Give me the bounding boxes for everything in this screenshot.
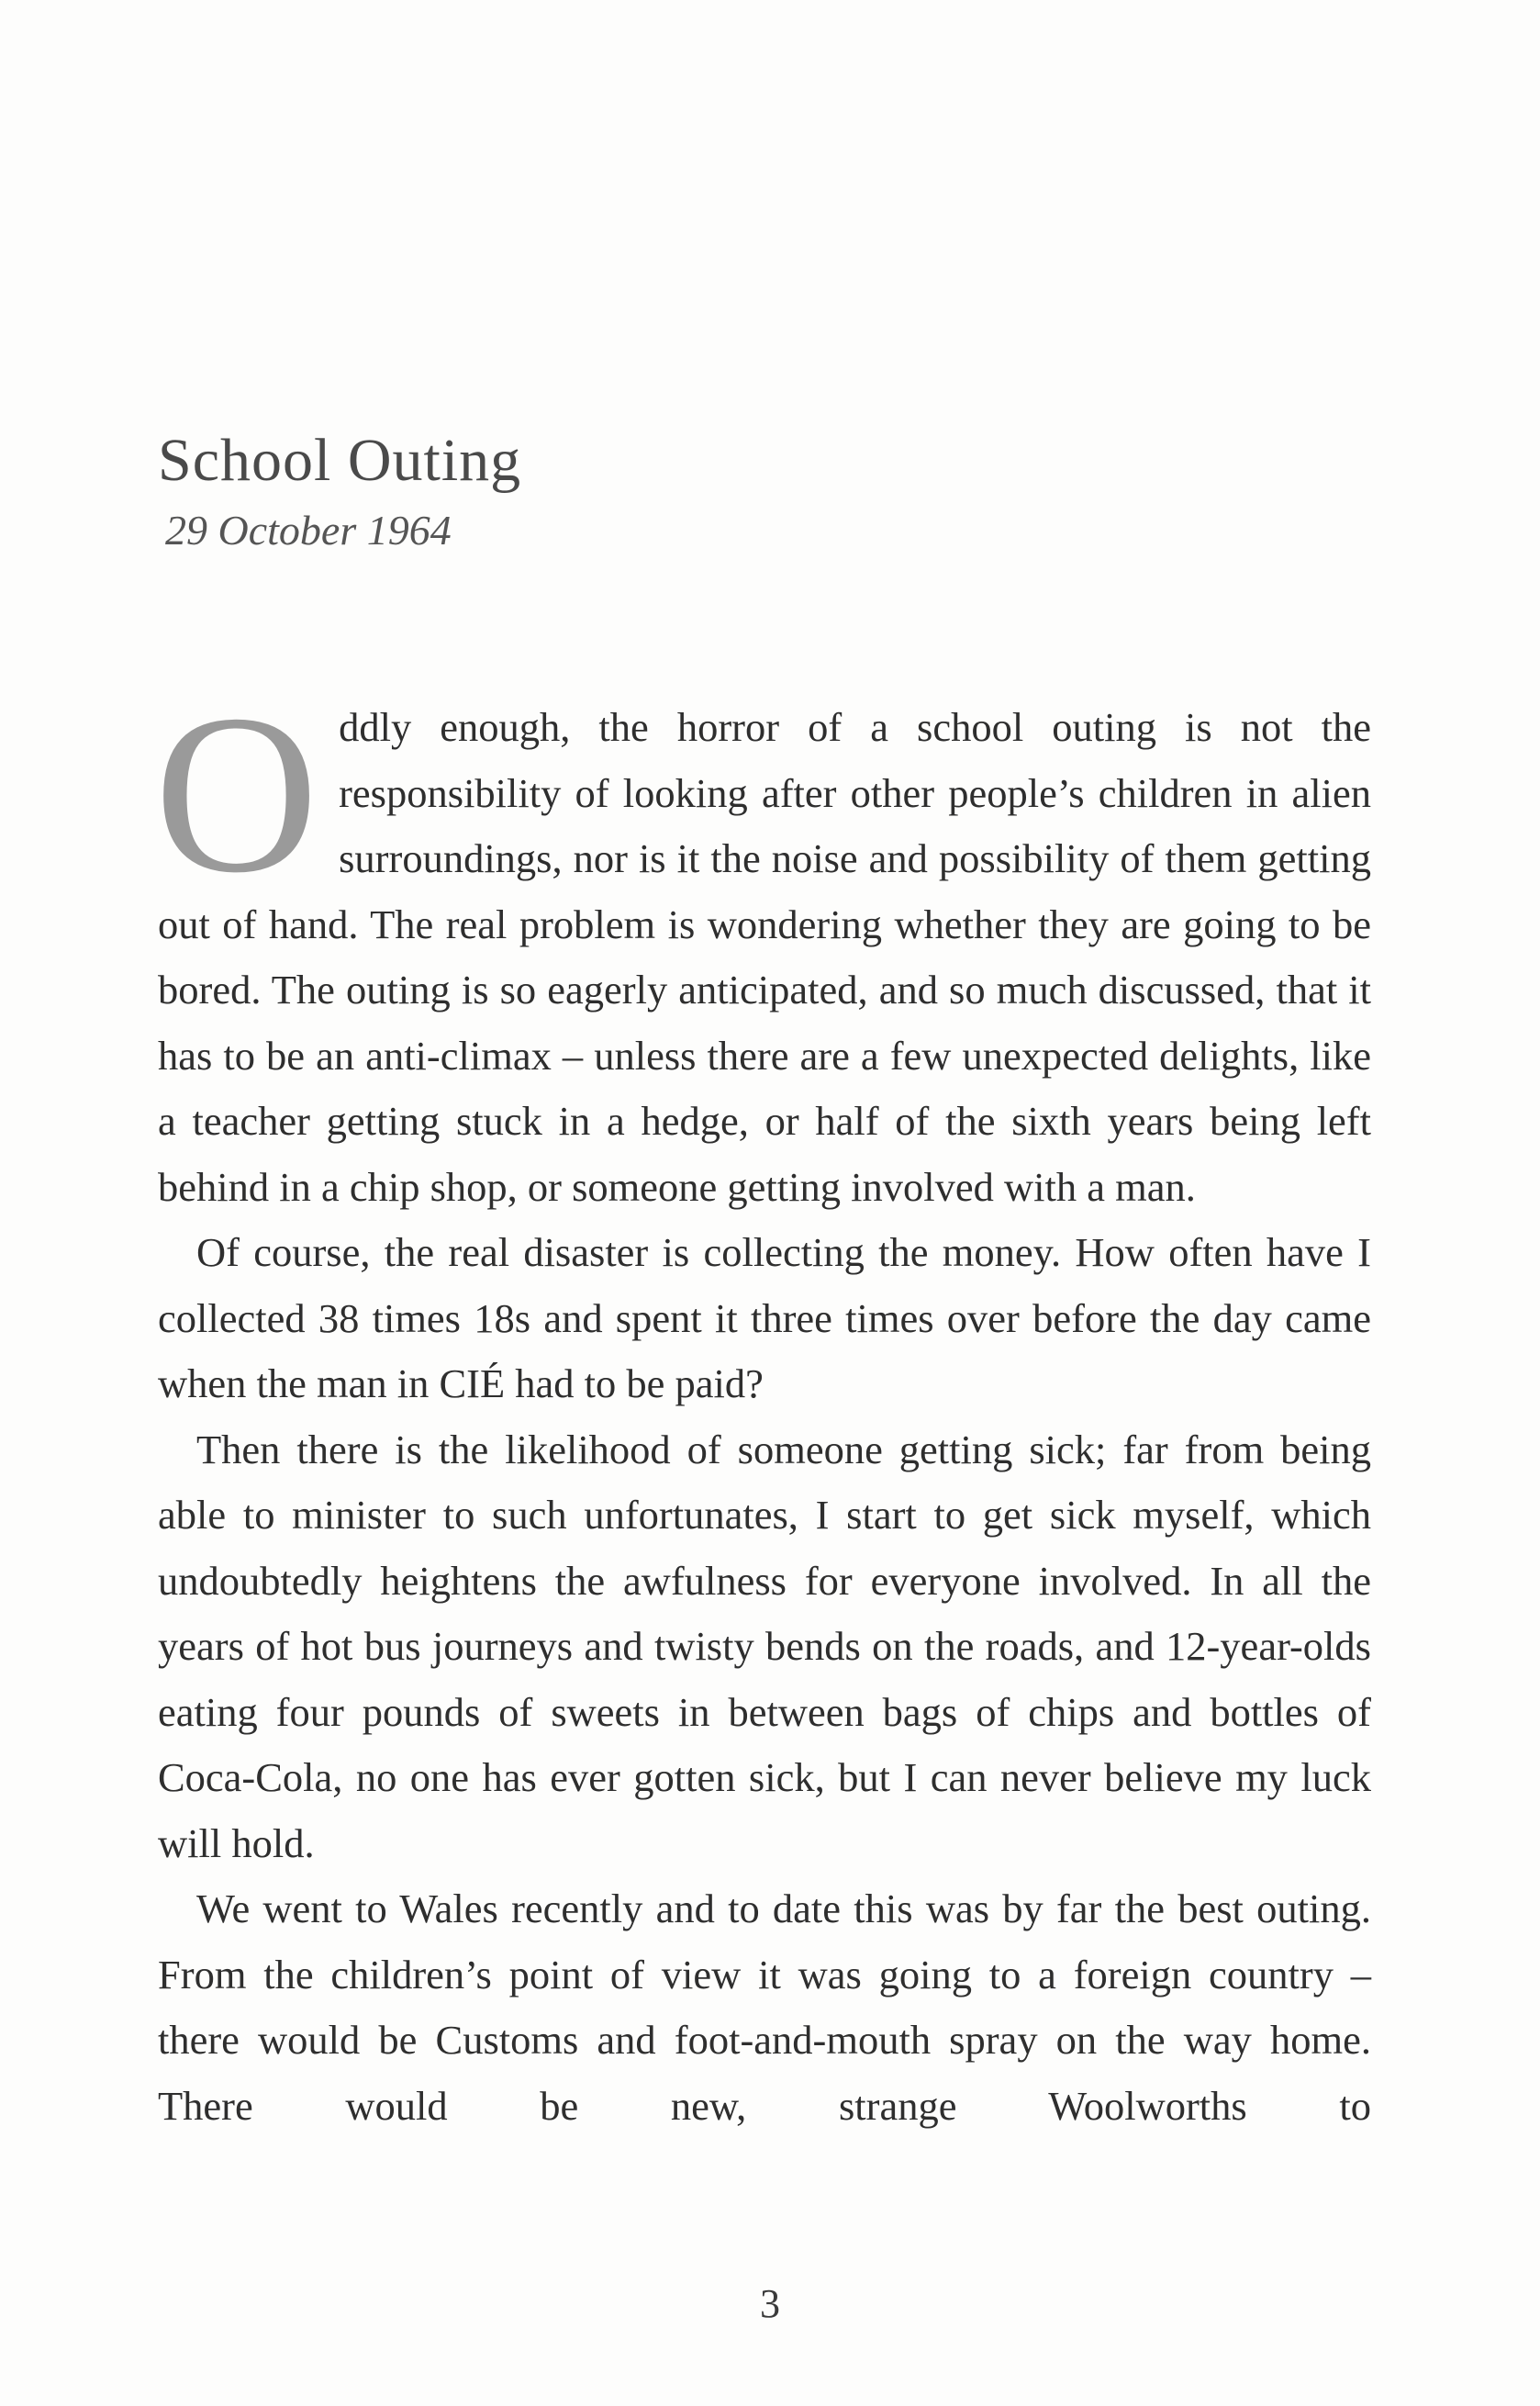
chapter-body bbox=[154, 667, 1371, 2139]
drop-cap: O bbox=[154, 667, 319, 920]
paragraph-1 bbox=[154, 667, 1371, 1220]
chapter-title: School Outing bbox=[158, 427, 522, 494]
paragraph-2: Of course, the real disaster is collecting the money. How often have I collected 38 times 18s and spent it three times over before the day came when the man in CIÉ had to be paid? bbox=[158, 1229, 1371, 1406]
paragraph-1-text: ddly enough, the horror of a school outing is not the responsibility of looking after other people’s children in alien surroundings, nor is it the noise and possibility of them getting out of hand. The real problem is wondering whether they are going to be bored. The outing is so eagerly anticipated, and so much discussed, that it has to be an anti-climax – unless there are a few unexpected delights, like a teacher getting stuck in a hedge, or half of the sixth years being left behind in a chip shop, or someone getting involved with a man. bbox=[158, 704, 1371, 1210]
paragraph-3: Then there is the likelihood of someone getting sick; far from being able to minister to such unfortunates, I start to get sick myself, which undoubtedly heightens the awfulness for everyone involved. In all the years of hot bus journeys and twisty bends on the roads, and 12-year-olds eating four pounds of sweets in between bags of chips and bottles of Coca-Cola, no one has ever gotten sick, but I can never believe my luck will hold. bbox=[158, 1426, 1371, 1866]
chapter-date: 29 October 1964 bbox=[165, 507, 452, 554]
page-number: 3 bbox=[760, 2281, 780, 2326]
paragraph-4: We went to Wales recently and to date this was by far the best outing. From the children’s point of view it was going to a foreign country – there would be Customs and foot-and-mouth spray on the way home. There would be new, strange Woolworths to bbox=[158, 1886, 1371, 2129]
